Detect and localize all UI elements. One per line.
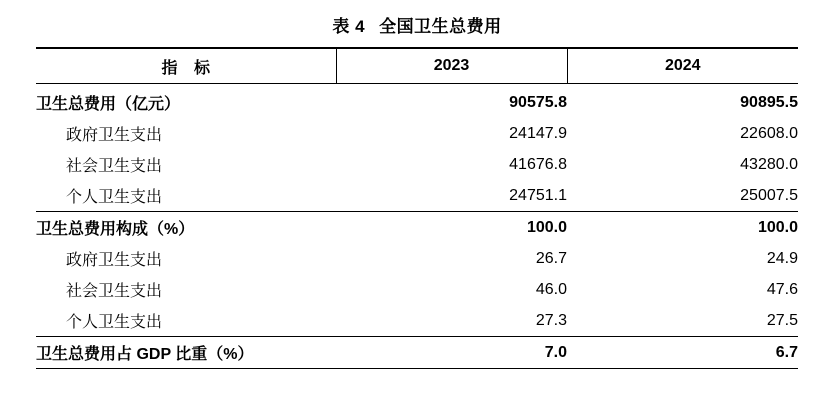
row-label: 个人卫生支出: [66, 314, 163, 331]
table-row: [36, 274, 798, 305]
row-label: 卫生总费用占 GDP 比重（%）: [36, 337, 336, 369]
row-value-2024: 43280.0: [740, 155, 798, 173]
table-bottom-rule: [567, 369, 798, 370]
row-value-2023: 26.7: [535, 249, 567, 267]
row-label: 卫生总费用构成（%）: [36, 212, 336, 244]
row-value-2023: 100.0: [336, 212, 567, 244]
table-row: [36, 305, 798, 337]
row-label: 个人卫生支出: [66, 189, 163, 206]
table-body: [36, 84, 798, 369]
row-value-2023: 41676.8: [509, 155, 567, 173]
table-header: [36, 48, 798, 84]
row-value-2023: 90575.8: [336, 84, 567, 119]
table-row: [36, 337, 798, 369]
table-row: [36, 243, 798, 274]
table-title-text: 全国卫生总费用: [379, 17, 502, 36]
table-number: 表 4: [332, 17, 366, 36]
table-bottom-rule: [36, 369, 336, 370]
table-row: [36, 180, 798, 212]
row-label: 社会卫生支出: [66, 283, 163, 300]
row-label: 政府卫生支出: [66, 127, 163, 144]
row-value-2023: 24147.9: [509, 124, 567, 142]
health-expenditure-table: [36, 47, 798, 369]
row-value-2024: 100.0: [567, 212, 798, 244]
row-value-2024: 27.5: [766, 311, 798, 329]
row-label: 社会卫生支出: [66, 158, 163, 175]
table-bottom-rule-row: [36, 369, 798, 370]
table-caption: [0, 0, 834, 47]
table-bottom-rule: [336, 369, 567, 370]
row-value-2024: 24.9: [766, 249, 798, 267]
table-footer-rule: [36, 369, 798, 370]
table-row: [36, 149, 798, 180]
row-value-2024: 22608.0: [740, 124, 798, 142]
row-value-2023: 24751.1: [509, 186, 567, 204]
row-label: 政府卫生支出: [66, 252, 163, 269]
table-row: [36, 212, 798, 244]
row-value-2024: 47.6: [766, 280, 798, 298]
column-header-2023: 2023: [336, 48, 567, 84]
table-header-row: [36, 48, 798, 84]
row-value-2024: 25007.5: [740, 186, 798, 204]
column-header-indicator: 指 标: [36, 48, 336, 84]
row-value-2023: 46.0: [535, 280, 567, 298]
table-row: [36, 84, 798, 119]
row-label: 卫生总费用（亿元）: [36, 84, 336, 119]
row-value-2023: 7.0: [336, 337, 567, 369]
column-header-2024: 2024: [567, 48, 798, 84]
table-row: [36, 118, 798, 149]
row-value-2024: 6.7: [567, 337, 798, 369]
row-value-2023: 27.3: [535, 311, 567, 329]
row-value-2024: 90895.5: [567, 84, 798, 119]
